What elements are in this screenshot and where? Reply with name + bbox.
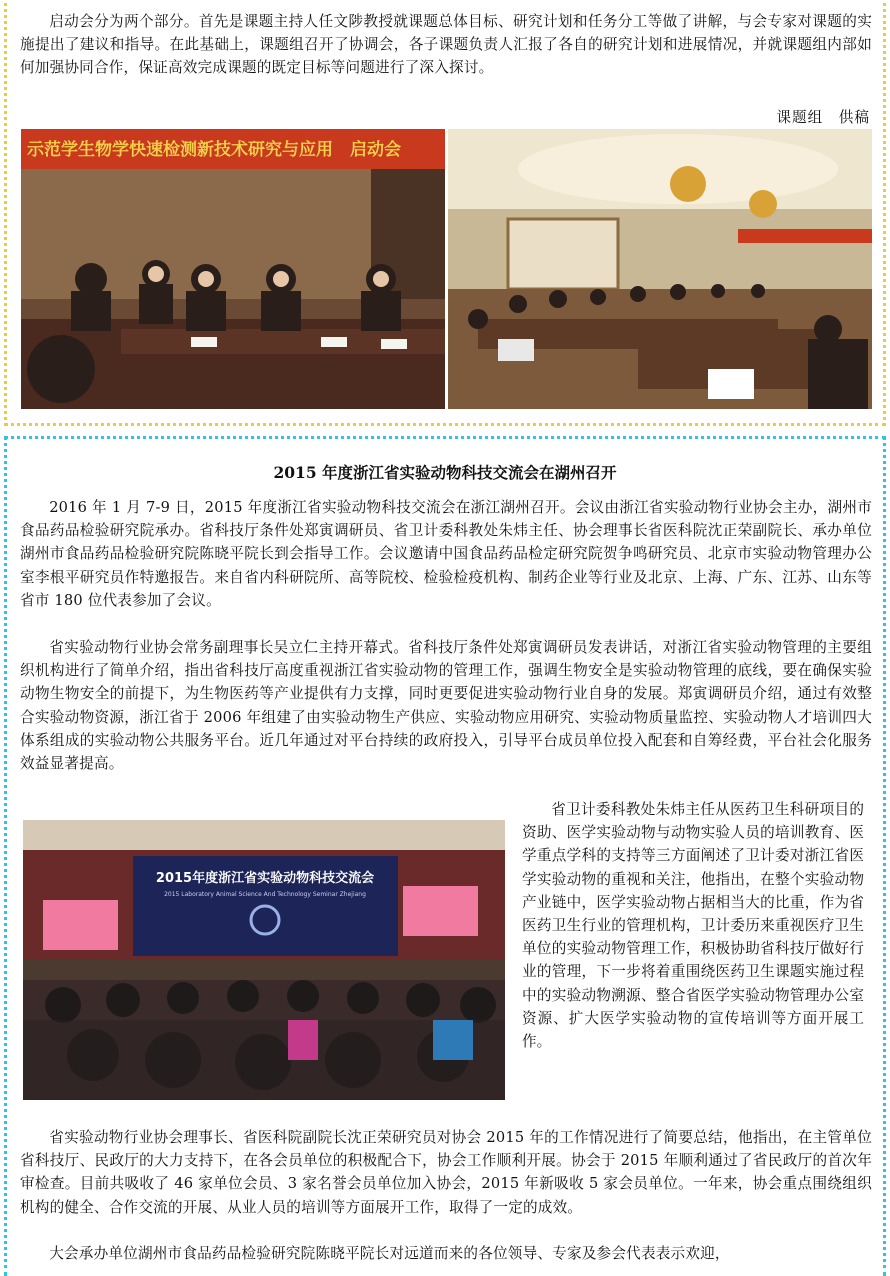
article-paragraph-2: 省实验动物行业协会常务副理事长吴立仁主持开幕式。省科技厅条件处郑寅调研员发表讲话，对浙江省实验动物管理的主要组织机构进行了简单介绍，指出省科技厅高度重视浙江省实验动物的管理工作，强调生物安全是实验动物管理的底线，要在确保实验动物生物安全的前提下，为生物医药等产业提供有力支撑，同时更要促进实验动物行业自身的发展。郑寅调研员介绍，通过有效整合实验动物资源，浙江省于 2006 年组建了由实验动物生产供应、实验动物应用研究、实验动物质量监控、实验动物人才培训四大体系组成的实验动物公共服务平台。近几年通过对平台持续的政府投入，引导平台成员单位投入配套和自筹经费，平台社会化服务效益显著提高。	[20, 639, 872, 773]
article-paragraph-3: 省卫计委科教处朱炜主任从医药卫生科研项目的资助、医学实验动物与动物实验人员的培训教育、医学重点学科的支持等三方面阐述了卫计委对浙江省医学实验动物的重视和关注，他指出，在整个实验动物产业链中，医学实验动物占据相当大的比重，作为省医药卫生行业的管理机构，卫计委历来重视医疗卫生单位的实验动物管理工作，积极协助省科技厅做好行业的管理，下一步将着重围绕医药卫生课题实施过程中的实验动物溯源、整合省医学实验动物管理办公室资源、扩大医学实验动物的宣传培训等方面开展工作。	[522, 801, 864, 1051]
article-paragraph-5: 大会承办单位湖州市食品药品检验研究院陈晓平院长对远道而来的各位领导、专家及参会代表表示欢迎，	[49, 1245, 730, 1262]
top-paragraph: 启动会分为两个部分。首先是课题主持人任文陟教授就课题总体目标、研究计划和任务分工等做了讲解，与会专家对课题的实施提出了建议和指导。在此基础上，课题组召开了协调会，各子课题负责人汇报了各自的研究计划和进展情况，并就课题组内部如何加强协同合作，保证高效完成课题的既定目标等问题进行了深入探讨。	[20, 13, 872, 77]
article-paragraph-1: 2016 年 1 月 7-9 日，2015 年度浙江省实验动物科技交流会在浙江湖州召开。会议由浙江省实验动物行业协会主办，湖州市食品药品检验研究院承办。省科技厅条件处郑寅调研员、省卫计委科教处朱炜主任、协会理事长省医科院沈正荣副院长、承办单位湖州市食品药品检验研究院陈晓平院长到会指导工作。会议邀请中国食品药品检定研究院贺争鸣研究员、北京市实验动物管理办公室李根平研究员作特邀报告。来自省内科研院所、高等院校、检验检疫机构、制药企业等行业及北京、上海、广东、江苏、山东等省市 180 位代表参加了会议。	[20, 499, 872, 609]
conference-photo	[23, 820, 505, 1100]
photo-banner-cn: 2015年度浙江省实验动物科技交流会	[155, 871, 375, 886]
meeting-photo-right	[448, 129, 872, 409]
article-title: 2015 年度浙江省实验动物科技交流会在湖州召开	[273, 463, 617, 482]
photo-left-banner: 示范学生物学快速检测新技术研究与应用 启动会	[27, 140, 401, 160]
article-paragraph-4: 省实验动物行业协会理事长、省医科院副院长沈正荣研究员对协会 2015 年的工作情况进行了简要总结，他指出，在主管单位省科技厅、民政厅的大力支持下，在各会员单位的积极配合下，协会工作顺利开展。协会于 2015 年顺利通过了省民政厅的首次年审检查。目前共吸收了 46 家单位会员、3 家名誉会员单位加入协会，2015 年新吸收 5 家会员单位。一年来，协会重点围绕组织机构的健全、合作交流的开展、从业人员的培训等方面展开工作，取得了一定的成效。	[20, 1129, 872, 1216]
photo-banner-en: 2015 Laboratory Animal Science And Technology Seminar Zhejiang	[164, 891, 366, 898]
meeting-photo-left	[21, 129, 445, 409]
credit-line: 课题组 供稿	[776, 109, 870, 126]
